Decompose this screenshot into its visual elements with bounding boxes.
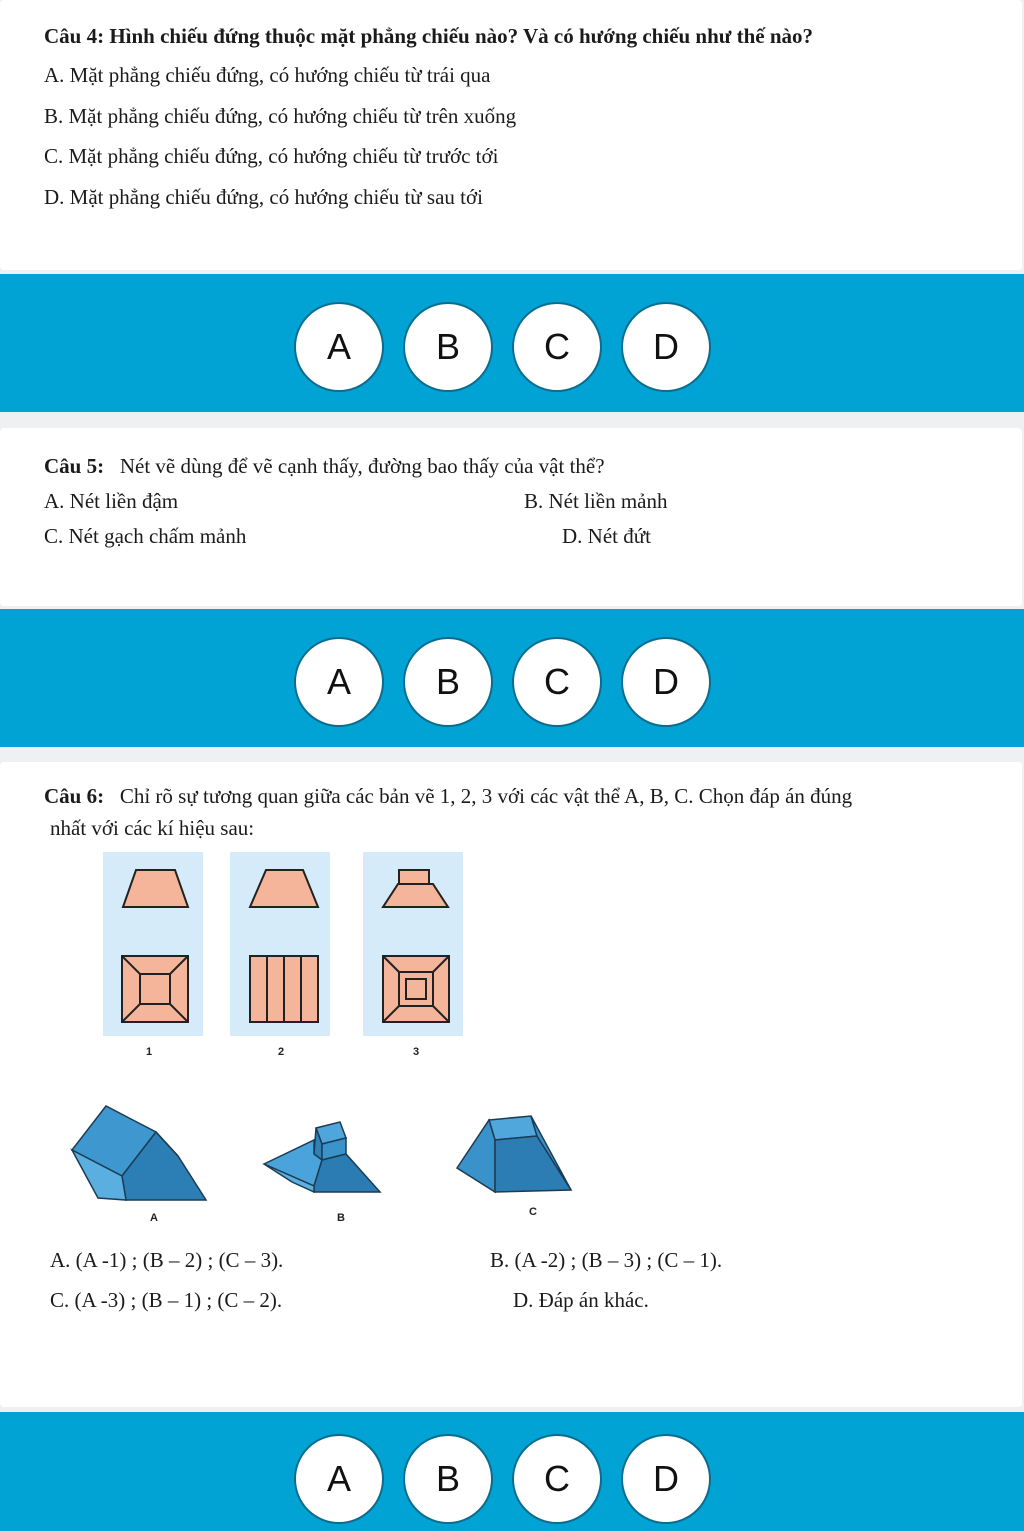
q4-option-a: A. Mặt phẳng chiếu đứng, có hướng chiếu từ trái qua <box>44 63 491 87</box>
q4-option-d: D. Mặt phẳng chiếu đứng, có hướng chiếu từ sau tới <box>44 185 483 209</box>
q4-option-b: B. Mặt phẳng chiếu đứng, có hướng chiếu từ trên xuống <box>44 104 517 128</box>
answer-b-button[interactable]: B <box>403 637 493 727</box>
question-6-label: Câu 6: <box>44 784 105 808</box>
answer-c-button[interactable]: C <box>512 637 602 727</box>
answer-band-q4 <box>0 274 1024 412</box>
drawing-2-panel <box>230 852 330 1036</box>
drawing-3-panel <box>363 852 463 1036</box>
question-6-title <box>44 782 852 810</box>
question-6-text: Chỉ rõ sự tương quan giữa các bản vẽ 1, 2, 3 với các vật thể A, B, C. Chọn đáp án đúng <box>119 784 853 808</box>
object-c-label: C <box>529 1206 537 1218</box>
question-5-title <box>44 452 605 480</box>
q5-option-a: A. Nét liền đậm <box>44 489 179 513</box>
question-6-card <box>0 762 1022 1407</box>
answer-band-q6 <box>0 1412 1024 1531</box>
answer-c-button[interactable]: C <box>512 1434 602 1524</box>
drawing-1-front-view <box>103 852 203 1036</box>
drawing-2-label: 2 <box>278 1046 285 1058</box>
object-b-label: B <box>337 1212 345 1224</box>
question-4-card <box>0 0 1022 270</box>
drawing-1-label: 1 <box>146 1046 153 1058</box>
object-c-illustration <box>455 1114 575 1198</box>
object-a-label: A <box>150 1212 158 1224</box>
q6-option-b: B. (A -2) ; (B – 3) ; (C – 1). <box>490 1248 723 1272</box>
answer-band-q5 <box>0 609 1024 747</box>
question-5-label: Câu 5: <box>44 454 105 478</box>
drawing-3-label: 3 <box>413 1046 420 1058</box>
answer-a-button[interactable]: A <box>294 637 384 727</box>
q5-option-c: C. Nét gạch chấm mảnh <box>44 524 247 548</box>
answer-b-button[interactable]: B <box>403 302 493 392</box>
drawing-2-front-view <box>230 852 330 1036</box>
question-5-card <box>0 428 1022 606</box>
q6-option-c: C. (A -3) ; (B – 1) ; (C – 2). <box>50 1288 283 1312</box>
q6-option-a: A. (A -1) ; (B – 2) ; (C – 3). <box>50 1248 284 1272</box>
q5-option-d: D. Nét đứt <box>562 524 651 548</box>
answer-a-button[interactable]: A <box>294 302 384 392</box>
q5-option-b: B. Nét liền mảnh <box>524 489 668 513</box>
question-4-title: Câu 4: Hình chiếu đứng thuộc mặt phẳng chiếu nào? Và có hướng chiếu như thế nào? <box>44 24 814 48</box>
answer-d-button[interactable]: D <box>621 1434 711 1524</box>
answer-d-button[interactable]: D <box>621 302 711 392</box>
answer-b-button[interactable]: B <box>403 1434 493 1524</box>
question-5-text: Nét vẽ dùng để vẽ cạnh thấy, đường bao thấy của vật thể? <box>119 454 605 478</box>
answer-d-button[interactable]: D <box>621 637 711 727</box>
q4-option-c: C. Mặt phẳng chiếu đứng, có hướng chiếu từ trước tới <box>44 144 499 168</box>
object-b-illustration <box>262 1120 384 1200</box>
object-a-illustration <box>68 1102 210 1206</box>
drawing-3-front-view <box>363 852 463 1036</box>
q6-option-d: D. Đáp án khác. <box>513 1288 649 1312</box>
question-6-title-line2: nhất với các kí hiệu sau: <box>50 816 255 840</box>
answer-a-button[interactable]: A <box>294 1434 384 1524</box>
answer-c-button[interactable]: C <box>512 302 602 392</box>
drawing-1-panel <box>103 852 203 1036</box>
